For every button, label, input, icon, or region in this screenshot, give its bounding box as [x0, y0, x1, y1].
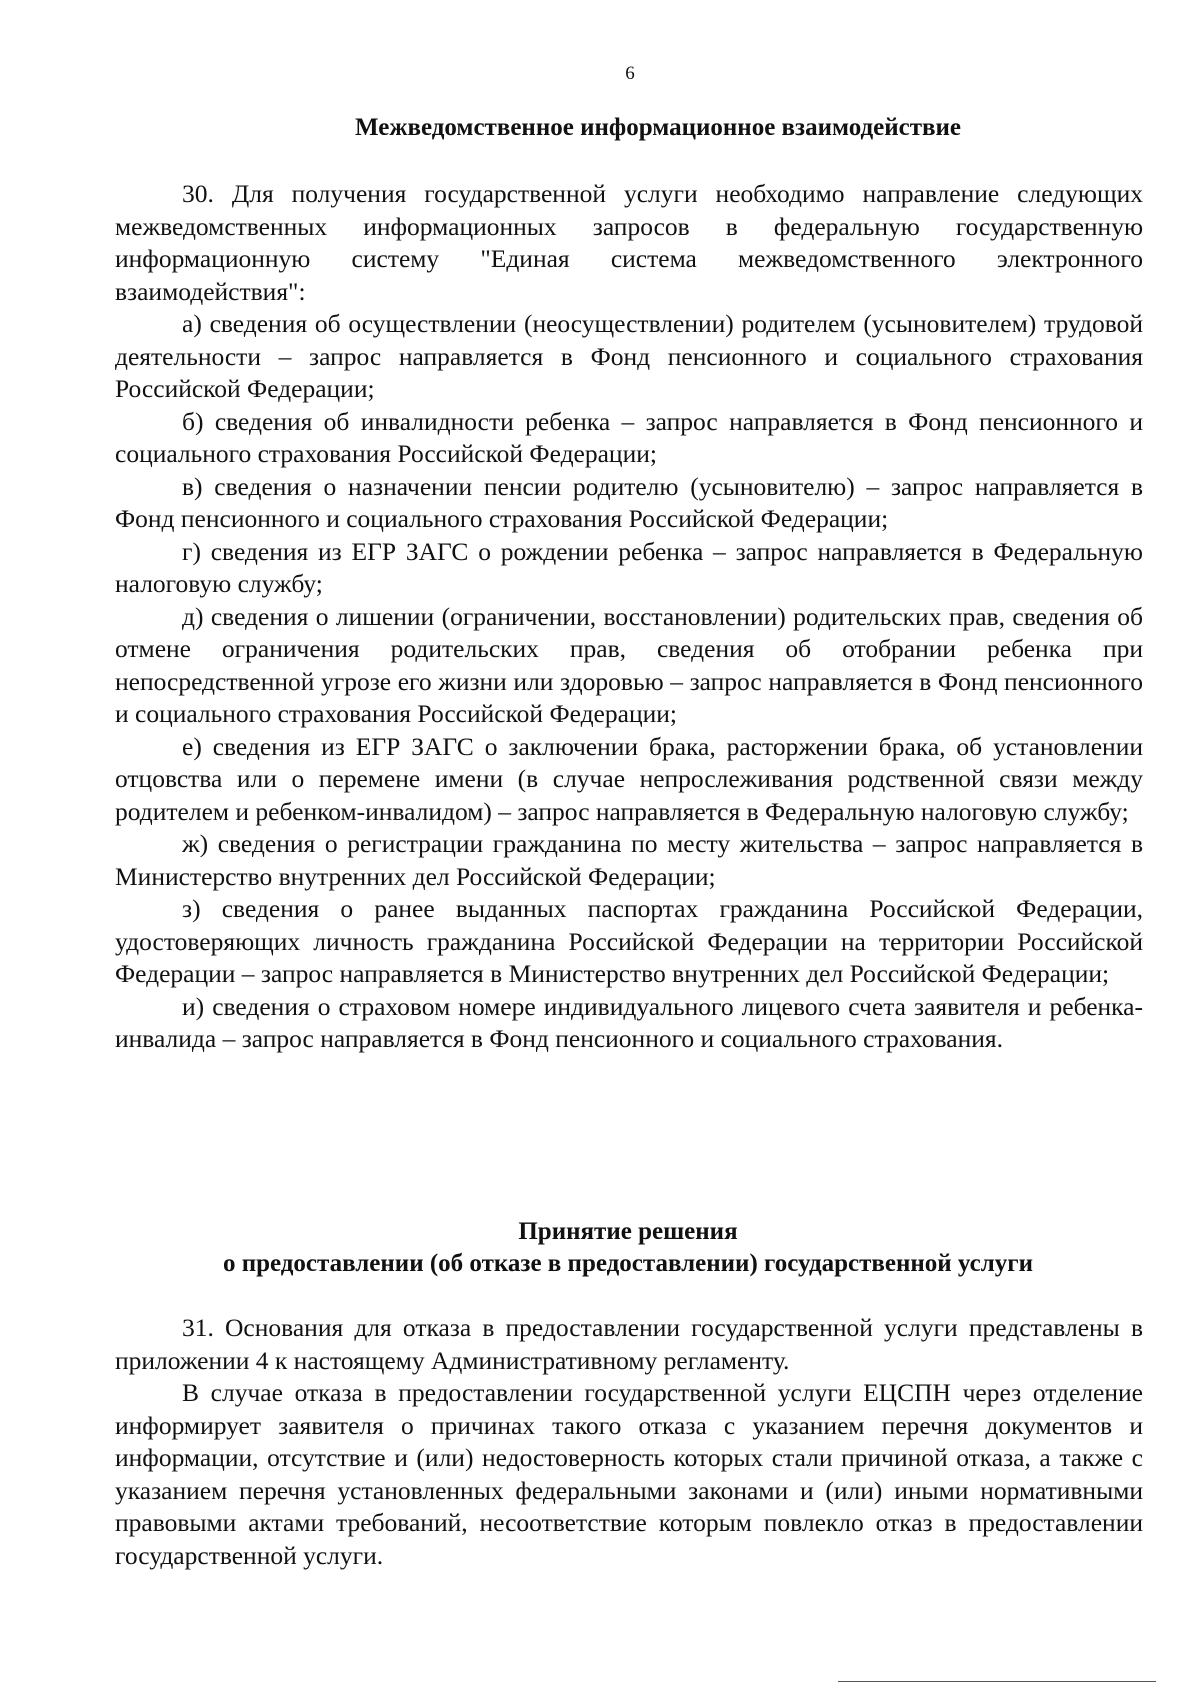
list-item-d: д) сведения о лишении (ограничении, восстановлении) родительских прав, сведения об отмене ограничения родительских прав, сведения об отобрании ребенка при непосредственной угрозе его жизни или здоровью – запрос направляется в Фонд пенсионного и социального страхования Российской Федерации;	[115, 601, 1143, 728]
footer-rule	[838, 1681, 1156, 1682]
list-item-v: в) сведения о назначении пенсии родителю (усыновителю) – запрос направляется в Фонд пенсионного и социального страхования Российской Федерации;	[115, 471, 1143, 533]
list-item-zh: ж) сведения о регистрации гражданина по месту жительства – запрос направляется в Министерство внутренних дел Российской Федерации;	[115, 829, 1143, 891]
section-heading-decision-line1: Принятие решения	[518, 1218, 738, 1245]
section-body-decision	[115, 1312, 1143, 1572]
paragraph-refusal: В случае отказа в предоставлении государственной услуги ЕЦСПН через отделение информирует заявителя о причинах такого отказа с указанием перечня документов и информации, отсутствие и (или) недостоверность которых стали причиной отказа, а также с указанием перечня установленных федеральными законами и (или) иными нормативными правовыми актами требований, несоответствие которым повлекло отказ в предоставлении государственной услуги.	[115, 1378, 1143, 1570]
list-item-e: е) сведения из ЕГР ЗАГС о заключении брака, расторжении брака, об установлении отцовства или о перемене имени (в случае непрослеживания родственной связи между родителем и ребенком-инвалидом) – запрос направляется в Федеральную налоговую службу;	[115, 731, 1143, 826]
section-body-interagency	[115, 178, 1143, 1056]
paragraph-31: 31. Основания для отказа в предоставлении государственной услуги представлены в приложении 4 к настоящему Административному регламенту.	[115, 1313, 1143, 1375]
list-item-a: а) сведения об осуществлении (неосуществлении) родителем (усыновителем) трудовой деятельности – запрос направляется в Фонд пенсионного и социального страхования Российской Федерации;	[115, 309, 1143, 403]
paragraph-30: 30. Для получения государственной услуги необходимо направление следующих межведомственных информационных запросов в федеральную государственную информационную систему "Единая система межведомственного электронного взаимодействия":	[115, 179, 1143, 306]
section-heading-decision	[112, 1216, 1144, 1280]
section-heading-interagency: Межведомственное информационное взаимодействие	[355, 114, 961, 141]
list-item-b: б) сведения об инвалидности ребенка – запрос направляется в Фонд пенсионного и социального страхования Российской Федерации;	[115, 406, 1143, 468]
list-item-g: г) сведения из ЕГР ЗАГС о рождении ребенка – запрос направляется в Федеральную налоговую службу;	[115, 536, 1143, 598]
list-item-z: з) сведения о ранее выданных паспортах гражданина Российской Федерации, удостоверяющих личность гражданина Российской Федерации на территории Российской Федерации – запрос направляется в Министерство внутренних дел Российской Федерации;	[115, 894, 1143, 988]
page-number: 6	[625, 63, 635, 84]
list-item-i: и) сведения о страховом номере индивидуального лицевого счета заявителя и ребенка-инвалида – запрос направляется в Фонд пенсионного и социального страхования.	[115, 991, 1143, 1053]
section-heading-decision-line2: о предоставлении (об отказе в предоставлении) государственной услуги	[222, 1250, 1034, 1277]
